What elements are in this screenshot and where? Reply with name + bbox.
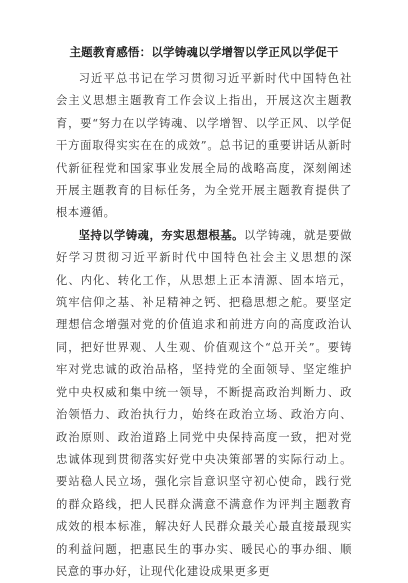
- paragraph-section-one: [56, 225, 352, 583]
- section-heading: 坚持以学铸魂，夯实思想根基。: [78, 228, 244, 242]
- document-title: 主题教育感悟：以学铸魂以学增智以学正风以学促干: [69, 45, 339, 59]
- section-body: 以学铸魂，就是要做好学习贯彻习近平新时代中国特色社会主义思想的深化、内化、转化工作，从思想上正本清源、固本培元，筑牢信仰之基、补足精神之钙、把稳思想之舵。要坚定理想信念增强对党的价值追求和前进方向的高度政治认同，把好世界观、人生观、价值观这个“总开关”。要铸牢对党忠诚的政治品格，坚持党的全面领导、坚定维护党中央权威和集中统一领导，不断提高政治判断力、政治领悟力、政治执行力，始终在政治立场、政治方向、政治原则、政治道路上同党中央保持高度一致，把对党忠诚体现到贯彻落实好党中央决策部署的实际行动上。要站稳人民立场，强化宗旨意识坚守初心使命，践行党的群众路线，把人民群众满意不满意作为评判主题教育成效的根本标准，解决好人民群众最关心最直接最现实的利益问题，把惠民生的事办实、暖民心的事办细、顺民意的事办好，让现代化建设成果更多更: [56, 228, 352, 578]
- paragraph-intro: 习近平总书记在学习贯彻习近平新时代中国特色社会主义思想主题教育工作会议上指出，开展这次主题教育，要“努力在以学铸魂、以学增智、以学正风、以学促干方面取得实实在在的成效”。总书记的重要讲话从新时代新征程党和国家事业发展全局的战略高度，深刻阐述开展主题教育的目标任务，为全党开展主题教育提供了根本遵循。: [56, 72, 352, 220]
